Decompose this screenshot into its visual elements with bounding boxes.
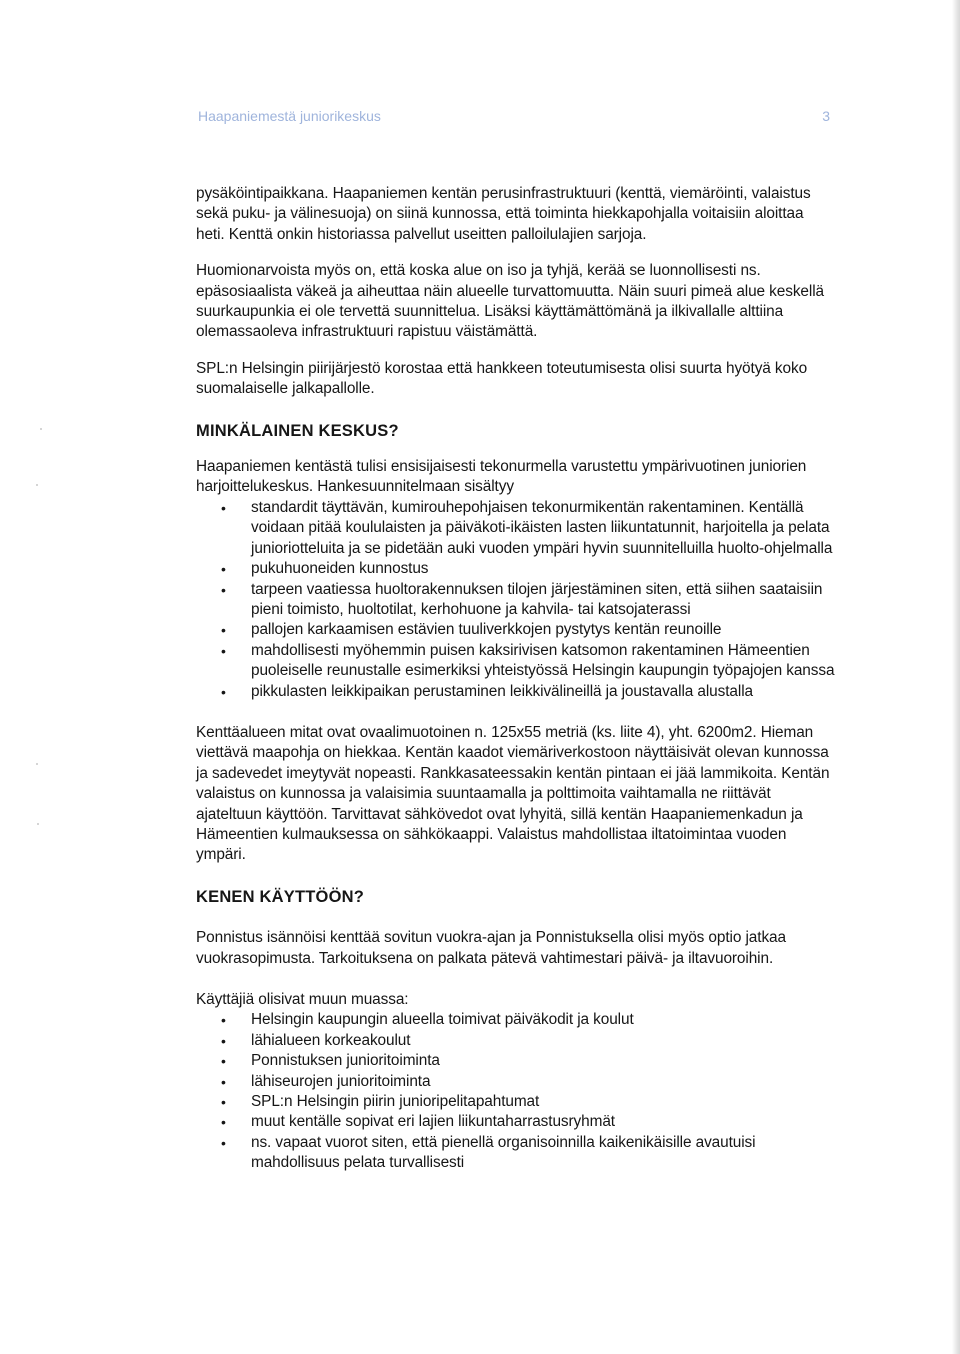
section1-closing: Kenttäalueen mitat ovat ovaalimuotoinen n. 125x55 metriä (ks. liite 4), yht. 6200m2. Hieman viettävä maapohja on hiekkaa. Kentän kaadot viemäriverkostoon näyttäisivät olevan kunnossa ja sadevedet imeytyvät nopeasti. Rankkasateessakin kentän pintaan ei jää lammikoita. Kentän valaistus on kunnossa ja valaisimia suuntaamalla ja polttimoita vaihtamalla ne riittävät ajateltuun käyttöön. Tarvittavat sähkövedot ovat lyhyitä, sillä kentän Haapaniemenkadun ja Hämeentien kulmauksessa on sähkökaappi. Valaistus mahdollistaa iltatoimintaa vuoden ympäri.	[196, 723, 830, 864]
scan-speck	[40, 428, 42, 430]
list-item: • mahdollisesti myöhemmin puisen kaksirivisen katsomon rakentaminen Hämeentien puoleiselle reunustalle esimerkiksi yhteistyössä Helsingin kaupungin työpajojen kanssa	[251, 641, 836, 682]
list-item: • Ponnistuksen junioritoiminta	[251, 1051, 836, 1071]
intro-paragraph-3: SPL:n Helsingin piirijärjestö korostaa että hankkeen toteutumisesta olisi suurta hyötyä koko suomalaiselle jalkapallolle.	[196, 359, 808, 398]
page-number: 3	[822, 108, 830, 124]
header-title: Haapaniemestä juniorikeskus	[198, 108, 381, 124]
list-item: • Helsingin kaupungin alueella toimivat päiväkodit ja koulut	[251, 1010, 836, 1030]
intro-paragraph-2: Huomionarvoista myös on, että koska alue on iso ja tyhjä, kerää se luonnollisesti ns. epäsosiaalista väkeä ja aiheuttaa näin alueelle turvattomuutta. Näin suuri pimeä alue keskellä suurkaupunkia ei ole tervettä suunnittelua. Lisäksi käyttämättömänä ja ilkivallalle alttiina olemassaoleva infrastruktuuri rapistuu väistämättä.	[196, 262, 824, 341]
scan-speck	[36, 484, 38, 486]
running-header	[198, 108, 830, 124]
page-edge-shadow	[952, 0, 960, 1354]
list-item: • pukuhuoneiden kunnostus	[251, 559, 836, 579]
users-lead: Käyttäjiä olisivat muun muassa:	[196, 991, 409, 1008]
document-body	[196, 184, 836, 1174]
scan-speck	[37, 823, 39, 825]
list-item: • pikkulasten leikkipaikan perustaminen leikkivälineillä ja joustavalla alustalla	[251, 682, 836, 702]
scan-speck	[36, 763, 38, 765]
intro-paragraph-1: pysäköintipaikkana. Haapaniemen kentän perusinfrastruktuuri (kenttä, viemäröinti, valaistus sekä puku- ja välinesuoja) on siinä kunnossa, että toiminta hiekkapohjalla voitaisiin aloittaa heti. Kenttä onkin historiassa palvellut useitten palloilulajien sarjoja.	[196, 185, 811, 243]
list-item: • ns. vapaat vuorot siten, että pienellä organisoinnilla kaikenikäisille avautuisi mahdollisuus pelata turvallisesti	[251, 1133, 836, 1174]
list-item: • standardit täyttävän, kumirouhepohjaisen tekonurmikentän rakentaminen. Kentällä voidaan pitää koululaisten ja päiväkoti-ikäisten lasten liikuntatunnit, harjoitella ja pelata junioriotteluita ja se pidetään auki vuoden ympäri hyvin suunnitelluilla huolto-ohjelmalla	[251, 498, 836, 559]
list-item: • pallojen karkaamisen estävien tuuliverkkojen pystytys kentän reunoille	[251, 620, 836, 640]
plan-list	[196, 498, 836, 702]
list-item: • muut kentälle sopivat eri lajien liikuntaharrastusryhmät	[251, 1112, 836, 1132]
section2-paragraph: Ponnistus isännöisi kenttää sovitun vuokra-ajan ja Ponnistuksella olisi myös optio jatkaa vuokrasopimusta. Tarkoituksena on palkata pätevä vahtimestari päivä- ja iltavuoroihin.	[196, 929, 786, 967]
section-heading-minkalainen: MINKÄLAINEN KESKUS?	[196, 421, 399, 440]
list-item: • tarpeen vaatiessa huoltorakennuksen tilojen järjestäminen siten, että siihen saataisiin pieni toimisto, huoltotilat, kerhohuone ja kahvila- tai katsojaterassi	[251, 580, 836, 621]
section1-lead: Haapaniemen kentästä tulisi ensisijaisesti tekonurmella varustettu ympärivuotinen juniorien harjoittelukeskus. Hankesuunnitelmaan sisältyy	[196, 458, 807, 496]
list-item: • lähialueen korkeakoulut	[251, 1031, 836, 1051]
section-heading-kenen: KENEN KÄYTTÖÖN?	[196, 887, 364, 906]
users-list	[196, 1010, 836, 1173]
list-item: • SPL:n Helsingin piirin junioripelitapahtumat	[251, 1092, 836, 1112]
list-item: • lähiseurojen junioritoiminta	[251, 1072, 836, 1092]
